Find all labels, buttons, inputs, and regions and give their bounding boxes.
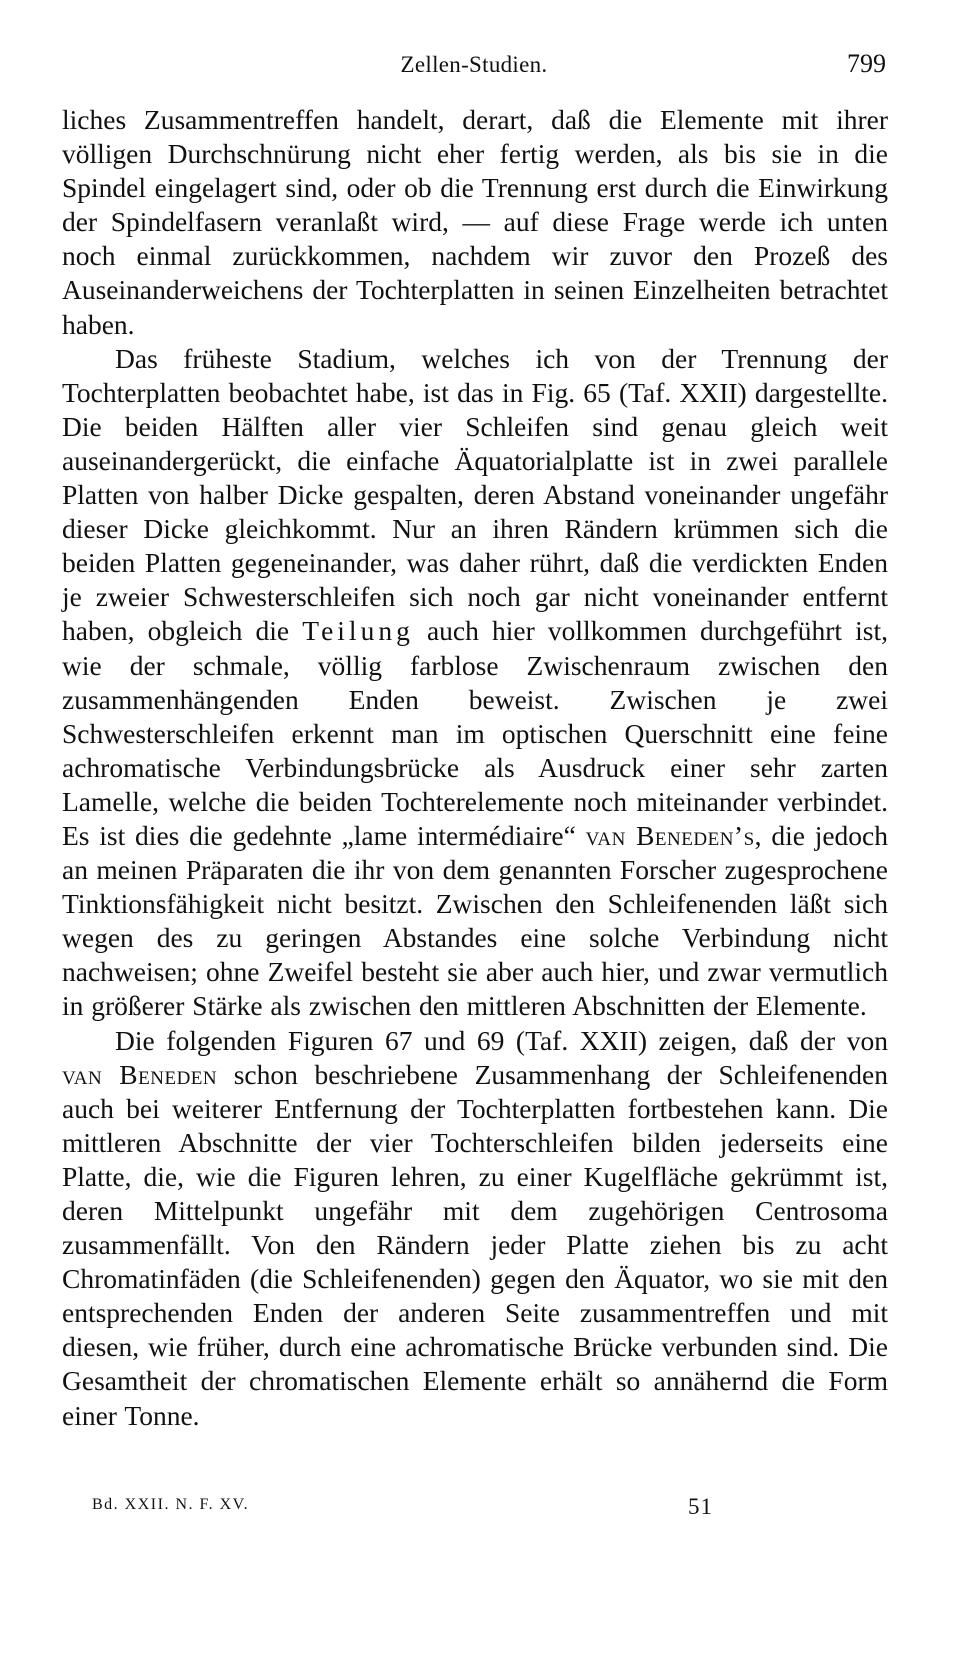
sheet-number: 51 bbox=[688, 1494, 713, 1519]
running-title: Zellen-Studien. bbox=[400, 52, 548, 77]
spaced-emphasis-word: Teilung bbox=[302, 615, 414, 647]
page-footer bbox=[0, 1494, 960, 1524]
paragraph-2-text-a: Das früheste Stadium, welches ich von der Trennung der Tochterplatten beobachtet habe, ist das in Fig. 65 (Taf. XXII) dargestellte. Die beiden Hälften aller vier Schleifen sind genau gleich weit auseinandergerückt, die einfache Äquatorialplatte ist in zwei parallele Platten von halber Dicke gespalten, deren Abstand voneinander ungefähr dieser Dicke gleichkommt. Nur an ihren Rändern krümmen sich die beiden Platten gegeneinander, was daher rührt, daß die verdickten Enden je zweier Schwesterschleifen sich noch gar nicht voneinander entfernt haben, obgleich die bbox=[62, 342, 888, 647]
paragraph-2-text-b: auch hier vollkommen durchgeführt ist, wie der schmale, völlig farblose Zwischenraum zwischen den zusammenhängenden Enden beweist. Zwischen je zwei Schwesterschleifen erkennt man im optischen Querschnitt eine feine achromatische Verbindungsbrücke als Ausdruck einer sehr zarten Lamelle, welche die beiden Tochterelemente noch miteinander verbindet. Es ist dies die gedehnte „lame intermédiaire“ bbox=[62, 615, 889, 851]
author-name: van Beneden’s bbox=[585, 819, 755, 851]
paragraph-1: liches Zusammentreffen handelt, derart, daß die Elemente mit ihrer völligen Durchschnürung nicht eher fertig werden, als bis sie in die Spindel eingelagert sind, oder ob die Trennung erst durch die Einwirkung der Spindelfasern veranlaßt wird, — auf diese Frage werde ich unten noch einmal zurückkommen, nachdem wir zuvor den Prozeß des Auseinanderweichens der Tochterplatten in seinen Einzelheiten betrachtet haben. bbox=[62, 104, 888, 340]
paragraph-3-text-a: Die folgenden Figuren 67 und 69 (Taf. XXII) zeigen, daß der von bbox=[115, 1024, 888, 1056]
page-number: 799 bbox=[847, 49, 886, 78]
paragraph-3 bbox=[62, 1024, 888, 1433]
body-text bbox=[62, 103, 888, 1433]
paragraph-2-text-c: , die jedoch an meinen Präparaten die ihr von dem genannten Forscher zugesprochene Tinktionsfähigkeit nicht besitzt. Zwischen den Schleifenenden läßt sich wegen des zu geringen Abstandes eine solche Verbindung nicht nachweisen; ohne Zweifel besteht sie aber auch hier, und zwar vermutlich in größerer Stärke als zwischen den mittleren Abschnitten der Elemente. bbox=[62, 819, 889, 1022]
running-head bbox=[62, 49, 886, 88]
author-name: van Beneden bbox=[62, 1058, 218, 1090]
paragraph-3-text-b: schon beschriebene Zusammenhang der Schleifenenden auch bei weiterer Entfernung der Tochterplatten fortbestehen kann. Die mittleren Abschnitte der vier Tochterschleifen bilden jederseits eine Platte, die, wie die Figuren lehren, zu einer Kugelfläche gekrümmt ist, deren Mittelpunkt ungefähr mit dem zugehörigen Centrosoma zusammenfällt. Von den Rändern jeder Platte ziehen bis zu acht Chromatinfäden (die Schleifenenden) gegen den Äquator, wo sie mit den entsprechenden Enden der anderen Seite zusammentreffen und mit diesen, wie früher, durch eine achromatische Brücke verbunden sind. Die Gesamtheit der chromatischen Elemente erhält so annähernd die Form einer Tonne. bbox=[62, 1058, 889, 1431]
signature-mark: Bd. XXII. N. F. XV. bbox=[92, 1496, 250, 1513]
paragraph-2 bbox=[62, 342, 888, 1024]
